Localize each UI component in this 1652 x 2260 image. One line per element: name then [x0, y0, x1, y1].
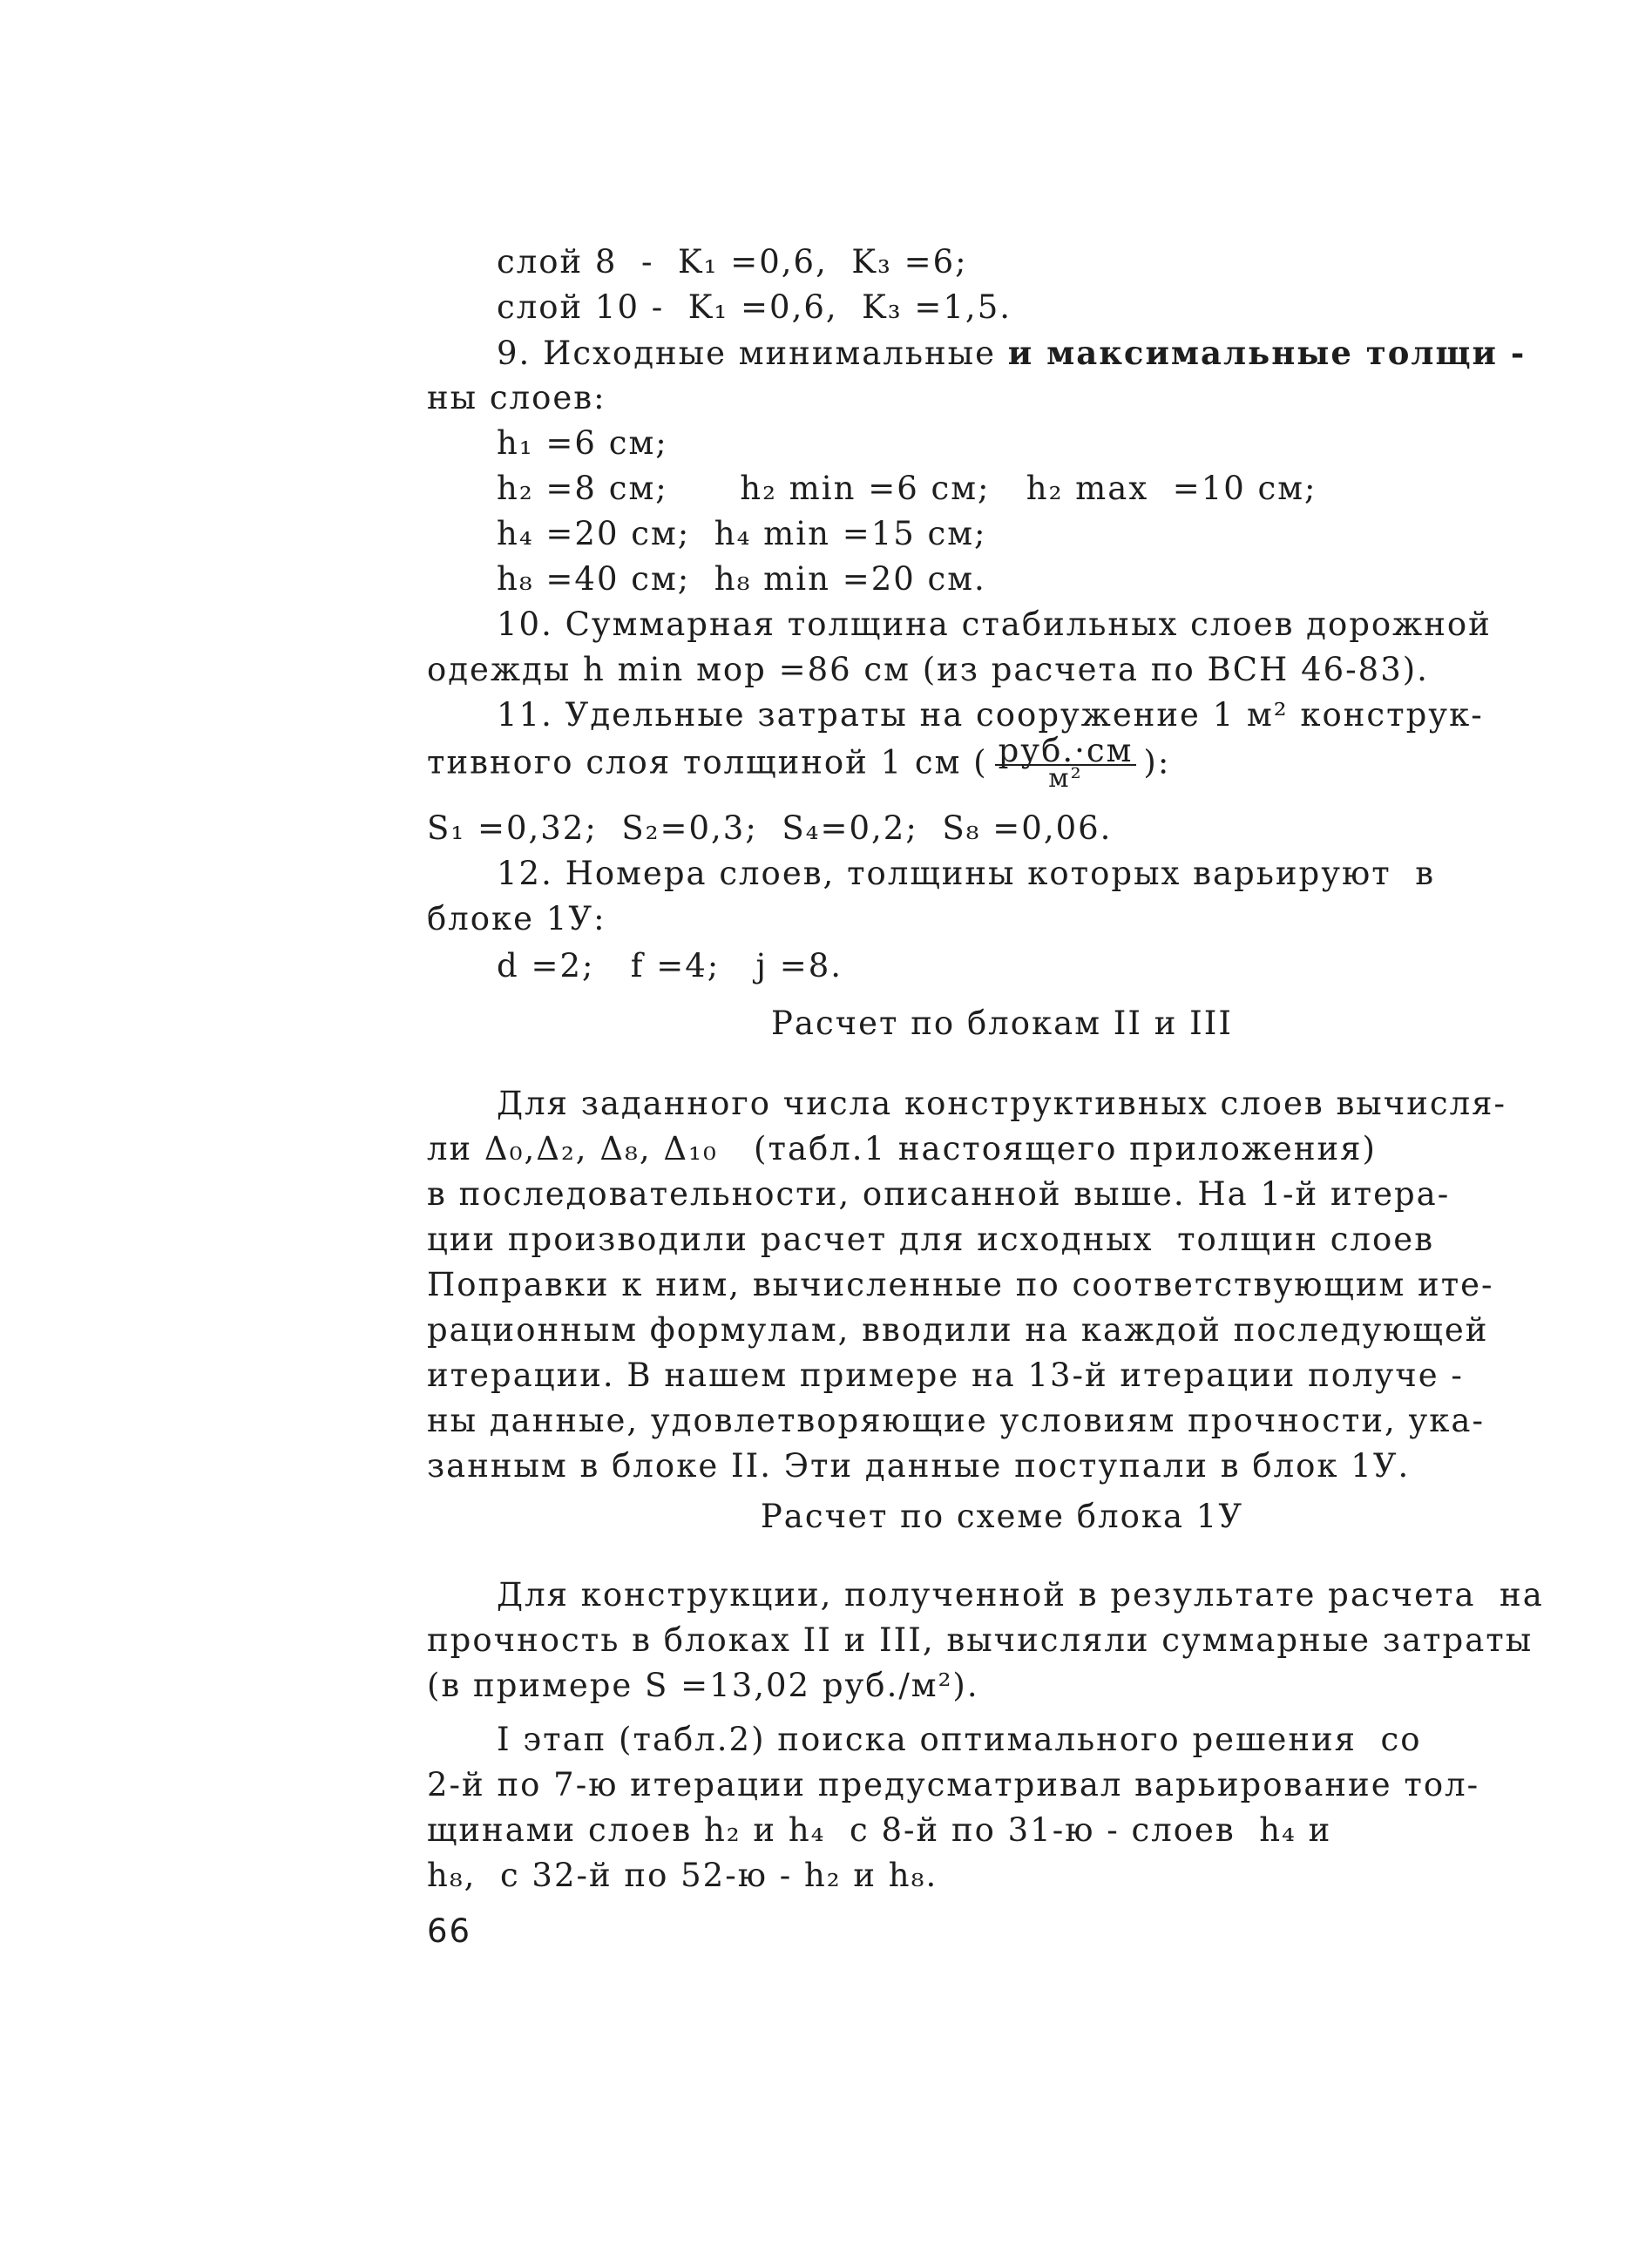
text-run: Расчет по блокам II и III: [770, 1005, 1233, 1042]
text-line: [427, 511, 1577, 557]
text-line: [427, 897, 1577, 942]
document-page: [427, 231, 1577, 2191]
text-line: [427, 1663, 1577, 1709]
text-line: [427, 1217, 1577, 1262]
section-heading: [427, 1494, 1577, 1539]
text-run: h₂ =8 см; h₂ min =6 см; h₂ max =10 см;: [497, 470, 1317, 507]
text-line: [427, 806, 1577, 851]
text-line: [427, 1353, 1577, 1398]
text-run: I этап (табл.2) поиска оптимального решения со: [497, 1721, 1422, 1758]
text-line: [427, 421, 1577, 466]
text-run: S₁ =0,32; S₂=0,3; S₄=0,2; S₈ =0,06.: [427, 809, 1113, 847]
text-run: 10. Суммарная толщина стабильных слоев дорожной: [497, 606, 1492, 643]
text-run: Поправки к ним, вычисленные по соответствующим ите-: [427, 1266, 1494, 1303]
text-run: в последовательности, описанной выше. На 1-й итера-: [427, 1175, 1451, 1213]
text-run: ли Δ₀,Δ₂, Δ₈, Δ₁₀ (табл.1 настоящего приложения): [427, 1130, 1377, 1167]
text-line: [427, 1127, 1577, 1172]
text-line: [427, 1081, 1577, 1127]
text-run: 66: [427, 1912, 472, 1950]
section-heading: [427, 1001, 1577, 1046]
text-line: [427, 1717, 1577, 1763]
text-run: тивного слоя толщиной 1 см: [427, 743, 962, 782]
text-line: [427, 944, 1577, 989]
text-run: блоке 1У:: [427, 900, 606, 937]
text-run: рационным формулам, вводили на каждой последующей: [427, 1311, 1489, 1349]
text-run: итерации. В нашем примере на 13-й итерации получе -: [427, 1357, 1464, 1394]
text-run: Расчет по схеме блока 1У: [760, 1498, 1244, 1535]
text-line: [427, 376, 1577, 421]
text-line: [427, 330, 1577, 376]
text-line: [427, 1763, 1577, 1808]
text-line: [427, 1444, 1577, 1489]
text-line: [427, 466, 1577, 511]
text-run: h₈, с 32-й по 52-ю - h₂ и h₈.: [427, 1857, 938, 1894]
text-line: [427, 1172, 1577, 1217]
text-run: 11. Удельные затраты на сооружение 1 м² конструк-: [497, 696, 1484, 734]
text-line: тивного слоя толщиной 1 см ( $\frac{\text{руб.·см}}{\text{м²}}$ ):: [427, 732, 1171, 794]
text-line: [427, 1308, 1577, 1353]
text-run: Для заданного числа конструктивных слоев вычисля-: [497, 1085, 1506, 1122]
text-run: ны слоев:: [427, 379, 606, 416]
text-run: 12. Номера слоев, толщины которых варьируют в: [497, 855, 1436, 892]
text-run: ны данные, удовлетворяющие условиям прочности, ука-: [427, 1402, 1485, 1439]
fraction-suffix: :: [1157, 743, 1171, 782]
text-run: одежды h min мор =86 см (из расчета по ВСН 46-83).: [427, 651, 1429, 688]
text-run: h₈ =40 см; h₈ min =20 см.: [497, 560, 986, 598]
text-line: [427, 1808, 1577, 1853]
text-line: [427, 1853, 1577, 1898]
unit-fraction: [988, 732, 1144, 794]
text-run: h₁ =6 см;: [497, 424, 668, 462]
text-line: [427, 602, 1577, 647]
text-run: прочность в блоках II и III, вычисляли суммарные затраты: [427, 1621, 1534, 1659]
text-line: [427, 240, 1577, 285]
fraction-numerator: руб.·см: [995, 738, 1137, 766]
text-line: [427, 557, 1577, 602]
text-line: [427, 285, 1577, 330]
text-run: занным в блоке II. Эти данные поступали в блок 1У.: [427, 1447, 1411, 1485]
text-line: [427, 1262, 1577, 1308]
text-run: Для конструкции, полученной в результате расчета на: [497, 1576, 1544, 1614]
text-run: ции производили расчет для исходных толщин слоев: [427, 1221, 1435, 1258]
text-line: [427, 851, 1577, 897]
text-run: (в примере S =13,02 руб./м²).: [427, 1667, 979, 1704]
text-line: [427, 1398, 1577, 1444]
text-run: слой 10 - K₁ =0,6, K₃ =1,5.: [497, 288, 1012, 326]
text-run: h₄ =20 см; h₄ min =15 см;: [497, 515, 987, 552]
page-number: [427, 1909, 1577, 1954]
text-run: щинами слоев h₂ и h₄ с 8-й по 31-ю - слоев h₄ и: [427, 1811, 1332, 1849]
fraction-denominator: м²: [1048, 763, 1083, 794]
text-line: [427, 1618, 1577, 1663]
bold-run: и максимальные толщи -: [1007, 334, 1527, 372]
text-run: слой 8 - K₁ =0,6, K₃ =6;: [497, 243, 968, 281]
text-run: d =2; f =4; j =8.: [497, 947, 843, 985]
text-run: 9. Исходные минимальные: [497, 335, 1008, 372]
text-line: [427, 1573, 1577, 1618]
text-line: [427, 647, 1577, 693]
text-run: 2-й по 7-ю итерации предусматривал варьирование тол-: [427, 1766, 1480, 1803]
